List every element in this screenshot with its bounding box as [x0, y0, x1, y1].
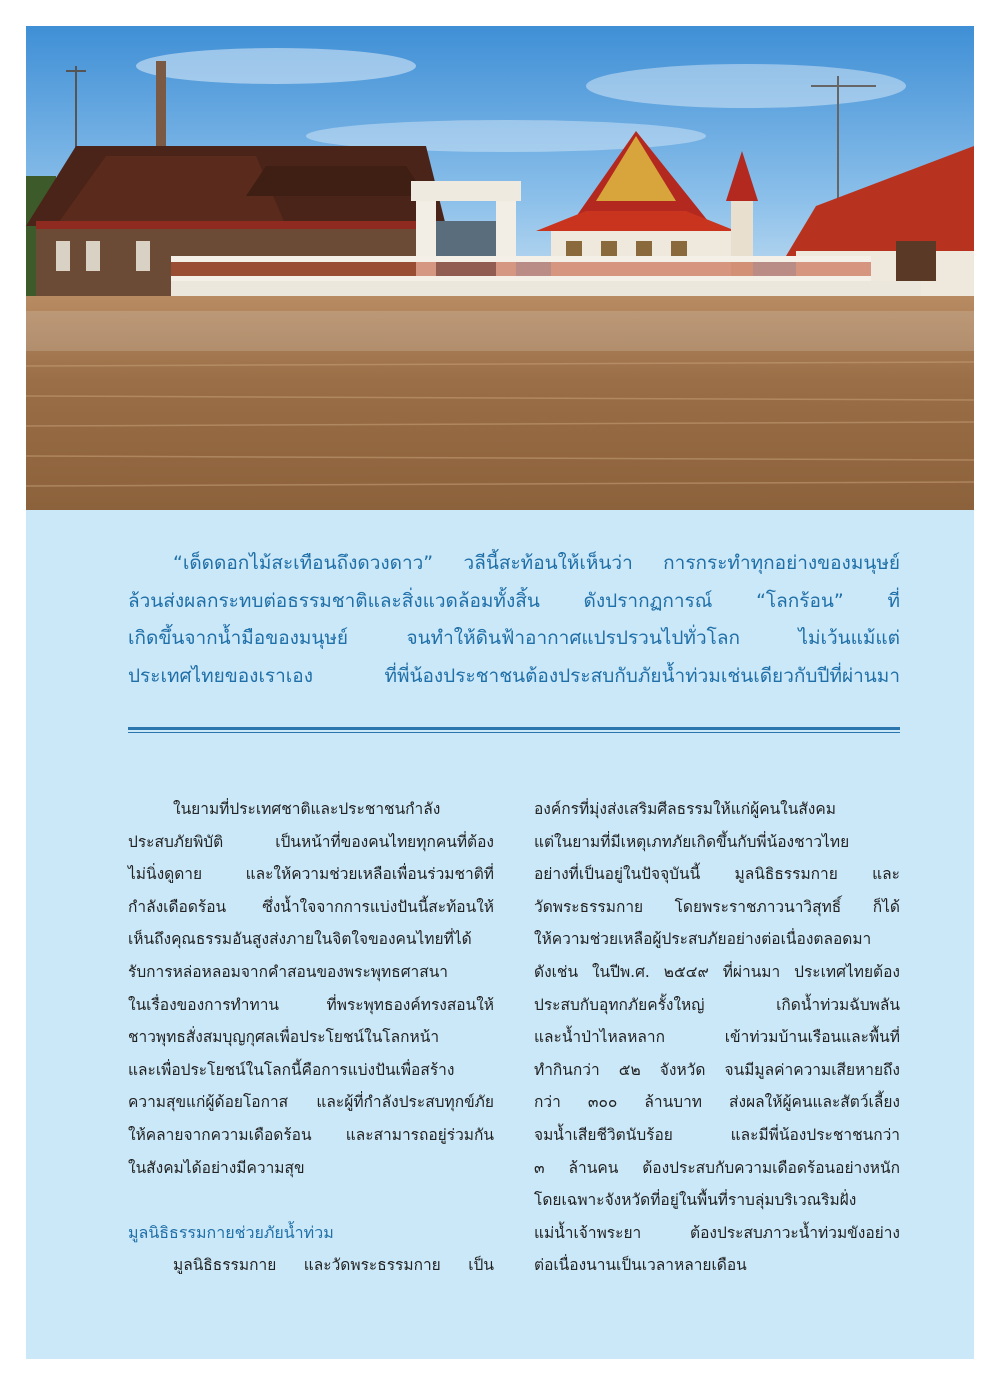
intro-line: ประเทศไทยของเราเอง ที่พี่น้องประชาชนต้องประสบกับภัยน้ำท่วมเช่นเดียวกับปีที่ผ่านมา — [128, 664, 900, 687]
body-line: ประสบภัยพิบัติ เป็นหน้าที่ของคนไทยทุกคนที่ต้อง — [128, 832, 494, 851]
body-line: ประสบกับอุทกภัยครั้งใหญ่ เกิดน้ำท่วมฉับพลัน — [534, 995, 900, 1014]
body-line: และน้ำป่าไหลหลาก เข้าท่วมบ้านเรือนและพื้นที่ — [534, 1028, 900, 1047]
body-line: ให้คลายจากความเดือดร้อน และสามารถอยู่ร่วมกัน — [128, 1125, 494, 1144]
intro-line: เกิดขึ้นจากน้ำมือของมนุษย์ จนทำให้ดินฟ้าอากาศแปรปรวนไปทั่วโลก ไม่เว้นแม้แต่ — [128, 627, 900, 649]
body-line: รับการหล่อหลอมจากคำสอนของพระพุทธศาสนา — [128, 962, 448, 981]
body-line: ให้ความช่วยเหลือผู้ประสบภัยอย่างต่อเนื่องตลอดมา — [534, 930, 872, 949]
body-line: ไม่นิ่งดูดาย และให้ความช่วยเหลือเพื่อนร่วมชาติที่ — [128, 865, 494, 884]
body-line: เห็นถึงคุณธรรมอันสูงส่งภายในจิตใจของคนไทยที่ได้ — [128, 930, 472, 949]
body-line: กำลังเดือดร้อน ซึ่งน้ำใจจากการแบ่งปันนี้สะท้อนให้ — [128, 897, 494, 916]
body-line: ในยามที่ประเทศชาติและประชาชนกำลัง — [173, 800, 441, 818]
body-line: ในสังคมได้อย่างมีความสุข — [128, 1158, 305, 1177]
body-line: ทำกินกว่า ๕๒ จังหวัด จนมีมูลค่าความเสียหายถึง — [534, 1060, 900, 1079]
section-divider-thin — [128, 732, 900, 733]
body-line: และเพื่อประโยชน์ในโลกนี้คือการแบ่งปันเพื่อสร้าง — [128, 1060, 455, 1079]
body-line: ๓ ล้านคน ต้องประสบกับความเดือดร้อนอย่างหนัก — [534, 1158, 900, 1177]
intro-line: “เด็ดดอกไม้สะเทือนถึงดวงดาว” วลีนี้สะท้อนให้เห็นว่า การกระทำทุกอย่างของมนุษย์ — [173, 552, 900, 574]
body-line: ความสุขแก่ผู้ด้อยโอกาส และผู้ที่กำลังประสบทุกข์ภัย — [128, 1093, 494, 1112]
section-divider-thick — [128, 727, 900, 730]
body-line: อย่างที่เป็นอยู่ในปัจจุบันนี้ มูลนิธิธรรมกาย และ — [534, 865, 900, 884]
body-line: วัดพระธรรมกาย โดยพระราชภาวนาวิสุทธิ์ ก็ได้ — [534, 897, 900, 916]
left-text-column — [128, 793, 494, 1282]
body-line: กว่า ๓๐๐ ล้านบาท ส่งผลให้ผู้คนและสัตว์เลี้ยง — [534, 1093, 900, 1112]
body-line: มูลนิธิธรรมกาย และวัดพระธรรมกาย เป็น — [173, 1256, 494, 1275]
section-subheading: มูลนิธิธรรมกายช่วยภัยน้ำท่วม — [128, 1222, 334, 1242]
right-text-column — [534, 793, 900, 1282]
body-line: ชาวพุทธสั่งสมบุญกุศลเพื่อประโยชน์ในโลกหน้า — [128, 1028, 440, 1047]
body-line: แม่น้ำเจ้าพระยา ต้องประสบภาวะน้ำท่วมขังอย่าง — [534, 1223, 900, 1242]
body-line: องค์กรที่มุ่งส่งเสริมศีลธรรมให้แก่ผู้คนในสังคม — [534, 800, 836, 818]
flooded-temple-photo — [26, 26, 974, 510]
body-line: ต่อเนื่องนานเป็นเวลาหลายเดือน — [534, 1256, 747, 1275]
body-line: ในเรื่องของการทำทาน ที่พระพุทธองค์ทรงสอนให้ — [128, 995, 494, 1014]
body-line: จมน้ำเสียชีวิตนับร้อย และมีพี่น้องประชาชนกว่า — [534, 1125, 900, 1144]
body-line: แต่ในยามที่มีเหตุเภทภัยเกิดขึ้นกับพี่น้องชาวไทย — [534, 832, 850, 851]
body-line: โดยเฉพาะจังหวัดที่อยู่ในพื้นที่ราบลุ่มบริเวณริมฝั่ง — [534, 1191, 857, 1210]
intro-paragraph — [128, 545, 900, 695]
paragraph-gap — [128, 1184, 494, 1217]
intro-line: ล้วนส่งผลกระทบต่อธรรมชาติและสิ่งแวดล้อมทั้งสิ้น ดังปรากฏการณ์ “โลกร้อน” ที่ — [128, 589, 900, 612]
body-line: ดังเช่น ในปีพ.ศ. ๒๕๔๙ ที่ผ่านมา ประเทศไทยต้อง — [534, 962, 900, 981]
